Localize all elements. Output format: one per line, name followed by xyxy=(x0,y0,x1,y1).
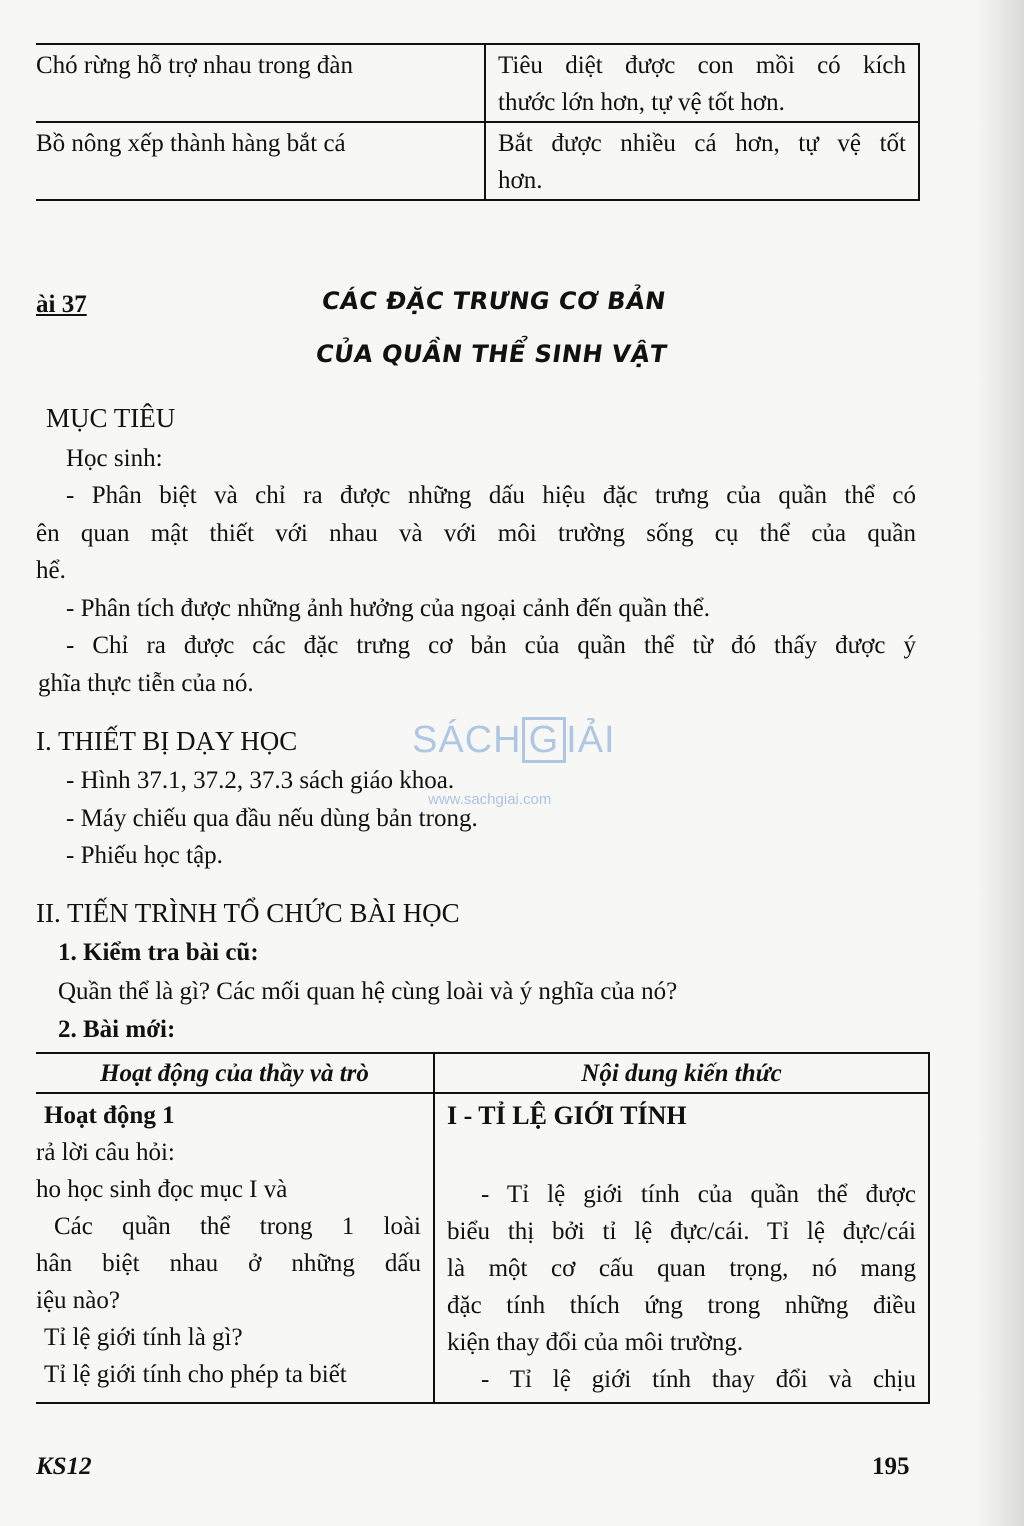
page-edge-shadow xyxy=(976,0,1024,1526)
table-cell xyxy=(434,1093,929,1403)
watermark-text: SÁCH xyxy=(412,719,522,761)
header-text: Hoạt động của thầy và trò xyxy=(100,1060,369,1087)
table-cell xyxy=(36,44,485,122)
table-row xyxy=(36,44,919,122)
content-title: I - TỈ LỆ GIỚI TÍNH xyxy=(447,1101,687,1130)
content-line: biểu thị bởi tỉ lệ đực/cái. Tỉ lệ đực/cái xyxy=(447,1218,916,1245)
spacer xyxy=(435,1134,928,1176)
content-line: kiện thay đổi của môi trường. xyxy=(447,1329,744,1356)
paragraph-line: - Phân tích được những ảnh hưởng của ngoại cảnh đến quần thể. xyxy=(66,595,711,622)
table-cell xyxy=(36,1093,434,1403)
table-header-cell xyxy=(36,1053,434,1093)
watermark-url: www.sachgiai.com xyxy=(428,791,552,808)
top-table xyxy=(36,43,920,201)
header-text: Nội dung kiến thức xyxy=(581,1060,782,1087)
cell-text: Bắt được nhiều cá hơn, tự vệ tốt xyxy=(498,130,906,157)
page-number: 195 xyxy=(872,1453,910,1480)
table-cell xyxy=(485,122,919,200)
lesson-table xyxy=(36,1052,930,1404)
table-row xyxy=(36,1093,929,1403)
footer-left: KS12 xyxy=(36,1453,92,1480)
review-question: Quần thể là gì? Các mối quan hệ cùng loài và ý nghĩa của nó? xyxy=(58,978,678,1005)
list-item: - Hình 37.1, 37.2, 37.3 sách giáo khoa. xyxy=(66,767,455,794)
section-heading-procedure: II. TIẾN TRÌNH TỔ CHỨC BÀI HỌC xyxy=(36,898,460,928)
table-cell xyxy=(485,44,919,122)
activity-line: Tỉ lệ giới tính là gì? xyxy=(44,1324,243,1351)
watermark-logo xyxy=(412,717,616,763)
subheading-new-lesson: 2. Bài mới: xyxy=(58,1016,176,1043)
table-cell xyxy=(36,122,485,200)
paragraph-line: - Phân biệt và chỉ ra được những dấu hiệu đặc trưng của quần thể có xyxy=(66,482,916,509)
activity-line: iệu nào? xyxy=(36,1287,120,1314)
activity-line: rả lời câu hỏi: xyxy=(36,1139,175,1166)
content-line: đặc tính thích ứng trong những điều xyxy=(447,1292,916,1319)
paragraph-line: hể. xyxy=(36,557,66,584)
activity-line: Các quần thể trong 1 loài xyxy=(54,1213,421,1240)
list-item: - Phiếu học tập. xyxy=(66,842,223,869)
paragraph-line: Học sinh: xyxy=(66,445,163,472)
section-heading-objectives: MỤC TIÊU xyxy=(46,403,176,433)
watermark-text: IẢI xyxy=(566,719,616,761)
activity-line: Tỉ lệ giới tính cho phép ta biết xyxy=(44,1361,347,1388)
lesson-label: ài 37 xyxy=(36,291,87,318)
table-row xyxy=(36,122,919,200)
lesson-title-line1: CÁC ĐẶC TRƯNG CƠ BẢN xyxy=(320,287,668,315)
cell-text: thước lớn hơn, tự vệ tốt hơn. xyxy=(498,89,785,116)
cell-text: Chó rừng hỗ trợ nhau trong đàn xyxy=(36,52,354,79)
cell-text: hơn. xyxy=(498,167,543,194)
content-line: - Tỉ lệ giới tính thay đổi và chịu xyxy=(481,1366,916,1393)
content-line: - Tỉ lệ giới tính của quần thể được xyxy=(481,1181,916,1208)
activity-title: Hoạt động 1 xyxy=(44,1102,175,1129)
lesson-title-line2: CỦA QUẦN THỂ SINH VẬT xyxy=(314,340,669,368)
list-item: - Máy chiếu qua đầu nếu dùng bản trong. xyxy=(66,805,478,832)
activity-line: ho học sinh đọc mục I và xyxy=(36,1176,288,1203)
paragraph-line: ghĩa thực tiễn của nó. xyxy=(38,670,254,697)
paragraph-line: - Chỉ ra được các đặc trưng cơ bản của quần thể từ đó thấy được ý xyxy=(66,632,916,659)
cell-text: Tiêu diệt được con mồi có kích xyxy=(498,52,906,79)
paragraph-line: ên quan mật thiết với nhau và với môi trường sống cụ thể của quần xyxy=(36,520,916,547)
watermark-box-letter: G xyxy=(522,717,567,763)
table-header-cell xyxy=(434,1053,929,1093)
content-line: là một cơ cấu quan trọng, nó mang xyxy=(447,1255,916,1282)
subheading-review: 1. Kiểm tra bài cũ: xyxy=(58,939,259,966)
section-heading-equipment: I. THIẾT BỊ DẠY HỌC xyxy=(36,726,298,756)
cell-text: Bồ nông xếp thành hàng bắt cá xyxy=(36,130,346,157)
activity-line: hân biệt nhau ở những dấu xyxy=(36,1250,421,1277)
table-header-row xyxy=(36,1053,929,1093)
